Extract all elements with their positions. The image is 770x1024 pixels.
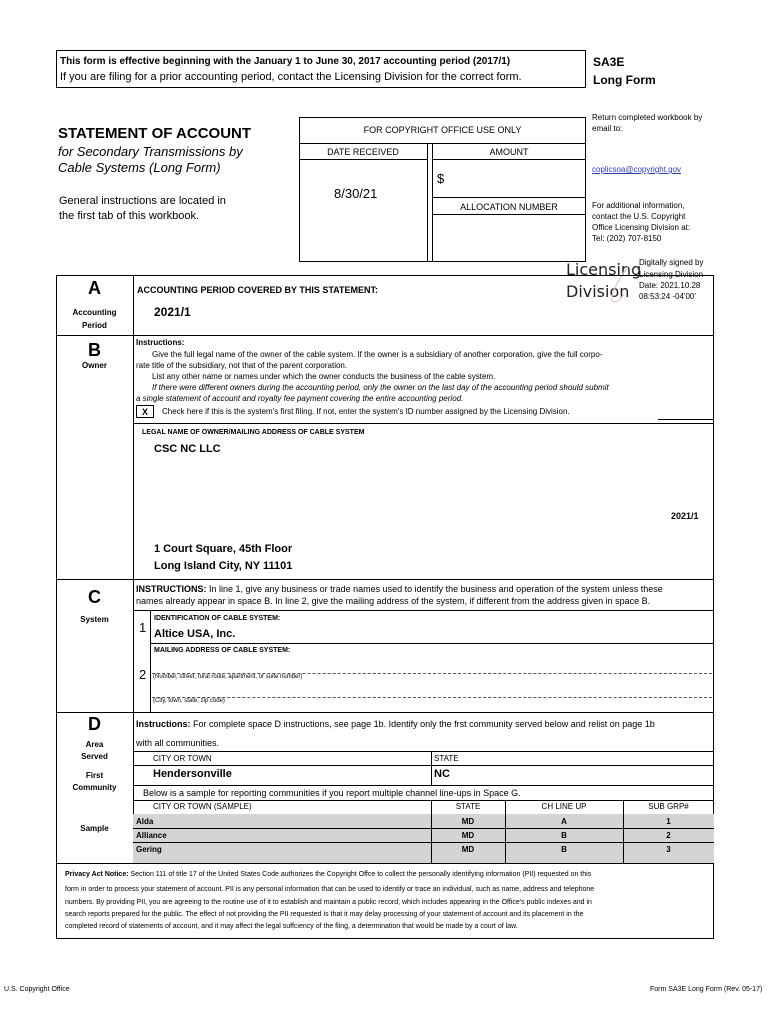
space-b-letter: B: [88, 340, 101, 360]
office-use-heading: FOR COPYRIGHT OFFICE USE ONLY: [363, 125, 522, 135]
space-d-instruction-1: [136, 719, 655, 729]
signature-detail-3: Date: 2021.10.28: [639, 281, 701, 290]
contact-info-2: contact the U.S. Copyright: [592, 212, 686, 221]
effective-line-1: This form is effective beginning with the January 1 to June 30, 2017 accounting period (2017/1): [60, 56, 511, 67]
allocation-number-label: ALLOCATION NUMBER: [460, 202, 558, 212]
sample-row-3-lineup: B: [561, 845, 567, 854]
form-name: Long Form: [593, 73, 656, 87]
privacy-line-1: [65, 871, 591, 878]
sample-header-city: CITY OR TOWN (SAMPLE): [153, 802, 252, 811]
accounting-period-heading: ACCOUNTING PERIOD COVERED BY THIS STATEMENT:: [137, 285, 379, 295]
sample-row-3-state: MD: [461, 845, 475, 854]
date-received-value: 8/30/21: [334, 186, 378, 201]
owner-address-2: Long Island City, NY 11101: [154, 560, 293, 572]
signature-name-2: Division: [566, 282, 630, 301]
general-instructions-2: the first tab of this workbook.: [59, 210, 200, 222]
space-a-label-2: Period: [82, 321, 107, 330]
first-community-city: Hendersonville: [153, 768, 232, 780]
space-a-letter: A: [88, 278, 101, 298]
space-b-instruction-4: If there were different owners during the accounting period, only the owner on the last day of the accounting period should submit: [152, 383, 609, 392]
effective-line-2: If you are filing for a prior accounting period, contact the Licensing Division for the correct form.: [60, 71, 522, 83]
sample-row-2-lineup: B: [561, 831, 567, 840]
first-community-label-1: First: [85, 771, 104, 780]
space-d-label-2: Served: [81, 752, 108, 761]
space-d-instructions-title: Instructions:: [136, 719, 191, 729]
privacy-line-5: completed record of statements of account, and it may affect the legal suffciency of the fling, a determination that would be made by a court of law.: [65, 923, 518, 930]
sample-header-subgroup: SUB GRP#: [648, 802, 689, 811]
owner-name: CSC NC LLC: [154, 443, 221, 455]
first-community-state: NC: [434, 768, 450, 780]
space-d-label-1: Area: [85, 740, 104, 749]
privacy-line-3: numbers. By providing PII, you are agreeing to the routine use of it to establish and maintain a public record, which includes appearing in the Office's public indexes and in: [65, 899, 592, 906]
date-received-label: DATE RECEIVED: [327, 147, 399, 157]
owner-address-1: 1 Court Square, 45th Floor: [154, 543, 293, 555]
statement-title: STATEMENT OF ACCOUNT: [58, 125, 252, 142]
space-b-instruction-3: List any other name or names under which the owner conducts the business of the cable system.: [152, 372, 496, 381]
footer-left: U.S. Copyright Office: [4, 986, 70, 993]
contact-info-3: Office Licensing Division at:: [592, 223, 691, 232]
first-community-label-2: Community: [72, 783, 117, 792]
space-a-label-1: Accounting: [72, 308, 117, 317]
space-c-label: System: [80, 615, 109, 624]
sample-label: Sample: [80, 824, 109, 833]
privacy-line-4: search reports prepared for the public. The effect of not providing the PII requested is that it may delay processing of your statement of account and its placement in the: [65, 911, 584, 918]
signature-detail-1: Digitally signed by: [639, 258, 704, 267]
sample-row-2-city: Alliance: [136, 831, 167, 840]
space-d-instruction-2: with all communities.: [136, 738, 220, 748]
sample-header-lineup: CH LINE UP: [541, 802, 587, 811]
privacy-line-2: form in order to process your statement of account. PII is any personal information that can be used to identify or trace an individual, such as name, address and telephone: [65, 886, 595, 893]
form-code: SA3E: [593, 55, 625, 69]
city-hint: (City, town, state, zip code): [153, 698, 225, 704]
sample-row-1-city: Alda: [136, 817, 154, 826]
space-b-instruction-5: a single statement of account and royalty fee payment covering the entire accounting period.: [136, 394, 464, 403]
contact-info-4: Tel: (202) 707-8150: [592, 234, 662, 243]
state-label: STATE: [434, 754, 459, 763]
space-b-instructions-title: Instructions:: [136, 338, 185, 347]
street-hint: (Number, street, rural route, apartment, or suite number): [153, 674, 303, 680]
footer-right: Form SA3E Long Form (Rev. 05-17): [650, 986, 763, 993]
line-1-number: 1: [139, 620, 147, 635]
sample-header-state: STATE: [455, 802, 481, 811]
accounting-period-value: 2021/1: [154, 305, 191, 319]
sample-row-1-state: MD: [461, 817, 475, 826]
city-label: CITY OR TOWN: [153, 754, 212, 763]
sample-row-2-state: MD: [461, 831, 475, 840]
space-c-letter: C: [88, 587, 101, 607]
space-c-instructions-title: INSTRUCTIONS:: [136, 584, 207, 594]
sample-note: Below is a sample for reporting communities if you report multiple channel line-ups in Space G.: [143, 788, 521, 798]
amount-symbol: $: [437, 171, 445, 186]
space-c-instruction-1-text: In line 1, give any business or trade names used to identify the business and operation of the system unless these: [206, 584, 663, 594]
sample-row-1-subgroup: 1: [666, 817, 671, 826]
email-link[interactable]: coplicsoa@copyright.gov: [592, 165, 682, 174]
statement-subtitle-1: for Secondary Transmissions by: [58, 144, 243, 159]
general-instructions-1: General instructions are located in: [59, 195, 226, 207]
return-info-1: Return completed workbook by: [592, 113, 703, 122]
privacy-line-1-text: Section 111 of title 17 of the United States Code authorizes the Copyright Offce to collect the personally identifying information (PII) requested on this: [128, 871, 592, 878]
signature-name-1: Licensing: [566, 260, 642, 279]
statement-subtitle-2: Cable Systems (Long Form): [58, 160, 221, 175]
space-d-instruction-1-text: For complete space D instructions, see page 1b. Identify only the frst community served below and relist on page 1b: [190, 719, 655, 729]
first-filing-text: Check here if this is the system's first filing. If not, enter the system's ID number assigned by the Licensing Division.: [162, 407, 570, 416]
contact-info-1: For additional information,: [592, 201, 685, 210]
legal-name-label: LEGAL NAME OF OWNER/MAILING ADDRESS OF CABLE SYSTEM: [142, 429, 365, 436]
sample-row-3-city: Gering: [136, 845, 162, 854]
space-d-letter: D: [88, 714, 101, 734]
owner-period: 2021/1: [671, 511, 699, 521]
space-c-instruction-2: names already appear in space B. In line 2, give the mailing address of the system, if different from the address given in space B.: [136, 596, 651, 606]
space-c-instruction-1: [136, 584, 663, 594]
sample-row-3-subgroup: 3: [666, 845, 671, 854]
signature-detail-4: 08:53:24 -04'00': [639, 292, 696, 301]
space-b-instruction-2: rate title of the subsidiary, not that of the parent corporation.: [136, 361, 348, 370]
system-name: Altice USA, Inc.: [154, 628, 236, 640]
privacy-title: Privacy Act Notice:: [65, 871, 129, 878]
space-b-label: Owner: [82, 361, 107, 370]
sample-row-2-subgroup: 2: [666, 831, 671, 840]
first-filing-checkbox[interactable]: X: [136, 405, 154, 418]
mailing-address-label: MAILING ADDRESS OF CABLE SYSTEM:: [154, 647, 291, 654]
signature-detail-2: Licensing Division: [639, 270, 704, 279]
return-info-2: email to:: [592, 124, 623, 133]
amount-label: AMOUNT: [489, 147, 529, 157]
sample-row-1-lineup: A: [561, 817, 567, 826]
sample-table: [133, 800, 714, 863]
system-id-label: IDENTIFICATION OF CABLE SYSTEM:: [154, 615, 281, 622]
line-2-number: 2: [139, 667, 147, 682]
space-b-instruction-1: Give the full legal name of the owner of the cable system. If the owner is a subsidiary of another corporation, give the full corpo-: [152, 350, 603, 359]
